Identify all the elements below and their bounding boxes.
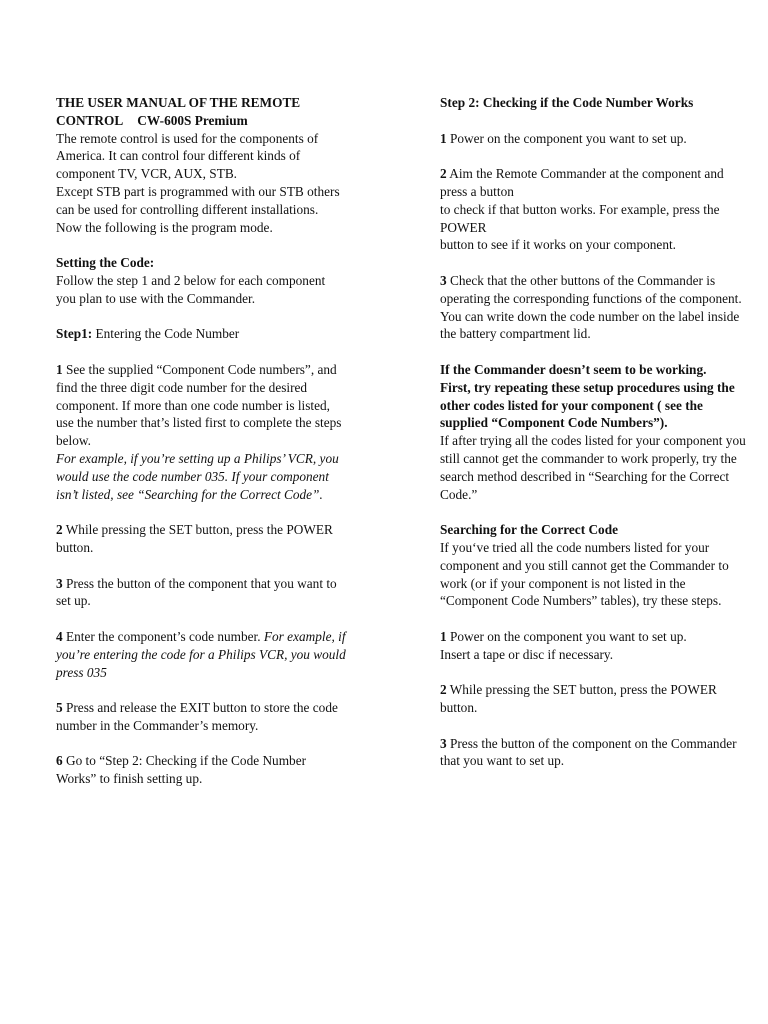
item-number: 1: [440, 130, 447, 146]
item-number: 5: [56, 700, 63, 716]
step1-text: Entering the Code Number: [92, 326, 240, 342]
trouble-bold-text: First, try repeating these setup procedures using the other codes listed for your component ( see the supplied “Component Code Numbers”).: [440, 379, 735, 431]
item-text-cont: Insert a tape or disc if necessary.: [440, 646, 614, 662]
item-number: 2: [56, 522, 63, 538]
item-text: Go to “Step 2: Checking if the Code Number Works” to finish setting up.: [56, 753, 307, 787]
model-name: CW-600S Premium: [137, 112, 248, 128]
title-line-2: [56, 112, 346, 130]
step2-item-1: [440, 130, 750, 148]
step1-item-1: [56, 361, 346, 503]
item-number: 2: [440, 682, 447, 698]
title-control: CONTROL: [56, 112, 124, 128]
item-number: 6: [56, 753, 63, 769]
title-line-1: THE USER MANUAL OF THE REMOTE: [56, 95, 301, 110]
search-item-3: [440, 735, 750, 771]
search-text: If you‘ve tried all the code numbers listed for your component and you still cannot get the Commander to work (or if your component is not listed in the “Component Code Numbers” tables), try these steps.: [440, 539, 729, 609]
troubleshooting-section: [440, 361, 750, 503]
item-text: While pressing the SET button, press the POWER button.: [56, 522, 333, 555]
step1-item-4: [56, 628, 346, 681]
setting-heading: Setting the Code:: [56, 255, 155, 271]
item-text: See the supplied “Component Code numbers”, and find the three digit code number for the desired component. If more than one code number is listed, use the number that’s listed first to complete the steps below.: [56, 361, 342, 449]
item-text-cont: to check if that button works. For example, press the POWER: [440, 201, 720, 235]
search-item-2: [440, 681, 750, 717]
item-number: 2: [440, 166, 447, 182]
step1-item-2: [56, 521, 346, 557]
item-text: While pressing the SET button, press the POWER button.: [440, 682, 717, 716]
item-example: For example, if you’re entering the code for a Philips VCR, you would press 035: [56, 628, 346, 680]
search-item-1: [440, 628, 750, 664]
item-text: Press the button of the component on the Commander that you want to set up.: [440, 735, 737, 769]
setting-text: Follow the step 1 and 2 below for each component you plan to use with the Commander.: [56, 272, 326, 306]
item-text: Press and release the EXIT button to store the code number in the Commander’s memory.: [56, 700, 338, 733]
item-number: 3: [56, 575, 63, 591]
item-text-cont: button to see if it works on your component.: [440, 237, 676, 253]
item-number: 3: [440, 272, 447, 288]
item-text: Check that the other buttons of the Commander is operating the corresponding functions of the component. You can write down the code number on the label inside the battery compartment lid.: [440, 272, 742, 342]
search-section: [440, 521, 750, 610]
item-number: 3: [440, 735, 447, 751]
search-heading: Searching for the Correct Code: [440, 522, 618, 538]
item-number: 1: [56, 361, 63, 377]
item-text: Aim the Remote Commander at the component and press a button: [440, 166, 724, 199]
step1-label: Step1:: [56, 326, 93, 342]
intro-paragraph-1: The remote control is used for the components of America. It can control four different kinds of component TV, VCR, AUX, STB.: [56, 130, 319, 182]
step2-heading: [440, 94, 750, 112]
item-example: For example, if you’re setting up a Philips’ VCR, you would use the code number 035. If your component isn’t listed, see “Searching for the Correct Code”.: [56, 450, 339, 502]
step1-item-6: [56, 752, 346, 788]
step2-item-3: [440, 272, 750, 343]
item-number: 1: [440, 628, 447, 644]
left-column: [56, 94, 346, 806]
step1-item-3: [56, 575, 346, 611]
intro-paragraph-2: Except STB part is programmed with our STB others can be used for controlling different installations. Now the following is the program mode.: [56, 183, 340, 235]
setting-section: [56, 254, 346, 307]
item-text: Power on the component you want to set up.: [446, 130, 687, 146]
step2-heading-text: Step 2: Checking if the Code Number Works: [440, 95, 694, 110]
step1-heading: [56, 325, 346, 343]
trouble-heading: If the Commander doesn’t seem to be working.: [440, 361, 707, 377]
item-number: 4: [56, 628, 63, 644]
trouble-text: If after trying all the codes listed for your component you still cannot get the commander to work properly, try the search method described in “Searching for the Correct Code.”: [440, 433, 746, 502]
item-text: Press the button of the component that you want to set up.: [56, 575, 337, 609]
item-text: Power on the component you want to set up.: [446, 628, 687, 644]
right-column: [440, 94, 750, 788]
step2-item-2: [440, 165, 750, 254]
item-text: Enter the component’s code number.: [62, 628, 264, 644]
step1-item-5: [56, 699, 346, 735]
manual-title: [56, 94, 346, 130]
